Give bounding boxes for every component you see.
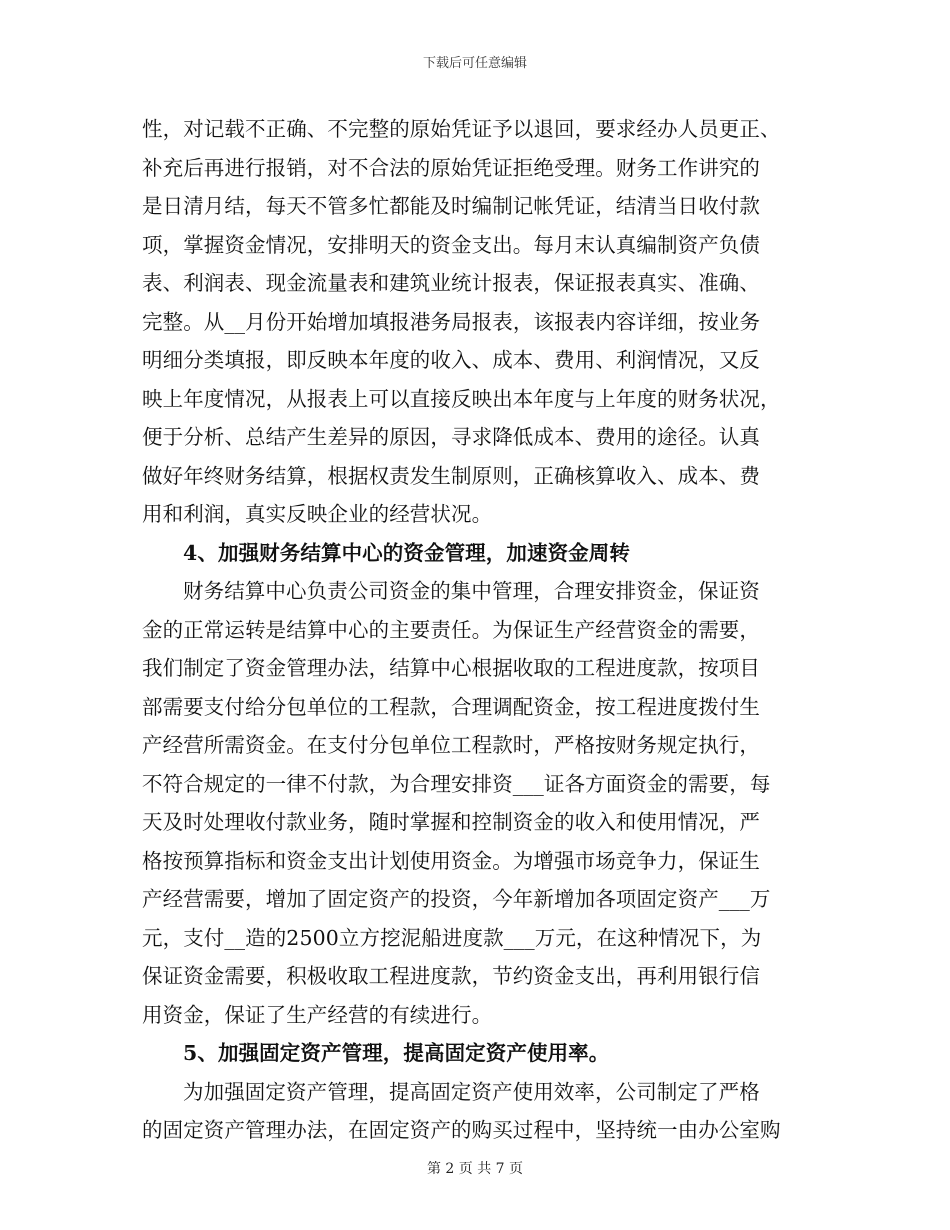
paragraph-line: 项，掌握资金情况，安排明天的资金支出。每月末认真编制资产负债	[142, 232, 760, 257]
page-footer: 第 2 页 共 7 页	[426, 1161, 524, 1177]
paragraph-line: 性，对记载不正确、不完整的原始凭证予以退回，要求经办人员更正、	[142, 117, 781, 141]
paragraph-line: 做好年终财务结算，根据权责发生制原则，正确核算收入、成本、费	[142, 463, 760, 488]
paragraph-first-line: 财务结算中心负责公司资金的集中管理，合理安排资金，保证资	[183, 579, 760, 603]
paragraph-line: 元，支付__造的2500立方挖泥船进度款___万元，在这种情况下，为	[142, 925, 762, 950]
paragraph-line: 完整。从__月份开始增加填报港务局报表，该报表内容详细，按业务	[142, 309, 761, 334]
paragraph-line: 部需要支付给分包单位的工程款，合理调配资金，按工程进度拨付生	[142, 694, 760, 719]
paragraph-line: 保证资金需要，积极收取工程进度款，节约资金支出，再利用银行信	[142, 964, 760, 988]
paragraph-line: 表、利润表、现金流量表和建筑业统计报表，保证报表真实、准确、	[142, 271, 760, 295]
paragraph-line: 产经营所需资金。在支付分包单位工程款时，严格按财务规定执行，	[142, 733, 760, 757]
paragraph-line: 天及时处理收付款业务，随时掌握和控制资金的收入和使用情况，严	[142, 810, 760, 834]
paragraph-line: 不符合规定的一律不付款，为合理安排资___证各方面资金的需要，每	[142, 771, 771, 796]
paragraph-line: 的固定资产管理办法，在固定资产的购买过程中，坚持统一由办公室购	[142, 1118, 781, 1142]
paragraph-line: 用资金，保证了生产经营的有续进行。	[142, 1002, 493, 1027]
paragraph-line: 用和利润，真实反映企业的经营状况。	[142, 502, 493, 526]
paragraph-line: 是日清月结，每天不管多忙都能及时编制记帐凭证，结清当日收付款	[142, 194, 760, 218]
paragraph-line: 补充后再进行报销，对不合法的原始凭证拒绝受理。财务工作讲究的	[142, 155, 760, 180]
paragraph-line: 格按预算指标和资金支出计划使用资金。为增强市场竞争力，保证生	[142, 848, 760, 873]
page-header: 下载后可任意编辑	[422, 56, 527, 71]
paragraph-line: 我们制定了资金管理办法，结算中心根据收取的工程进度款，按项目	[142, 656, 760, 680]
paragraph-line: 产经营需要，增加了固定资产的投资，今年新增加各项固定资产___万	[142, 887, 771, 911]
section-heading: 5、加强固定资产管理，提高固定资产使用率。	[183, 1041, 610, 1065]
section-heading: 4、加强财务结算中心的资金管理，加速资金周转	[183, 540, 630, 565]
paragraph-line: 映上年度情况，从报表上可以直接反映出本年度与上年度的财务状况，	[142, 386, 781, 411]
paragraph-line: 便于分析、总结产生差异的原因，寻求降低成本、费用的途径。认真	[142, 425, 760, 449]
document-body	[142, 110, 812, 1150]
paragraph-first-line: 为加强固定资产管理，提高固定资产使用效率，公司制定了严格	[183, 1079, 760, 1104]
paragraph-line: 金的正常运转是结算中心的主要责任。为保证生产经营资金的需要，	[142, 617, 760, 642]
paragraph-line: 明细分类填报，即反映本年度的收入、成本、费用、利润情况，又反	[142, 348, 760, 372]
